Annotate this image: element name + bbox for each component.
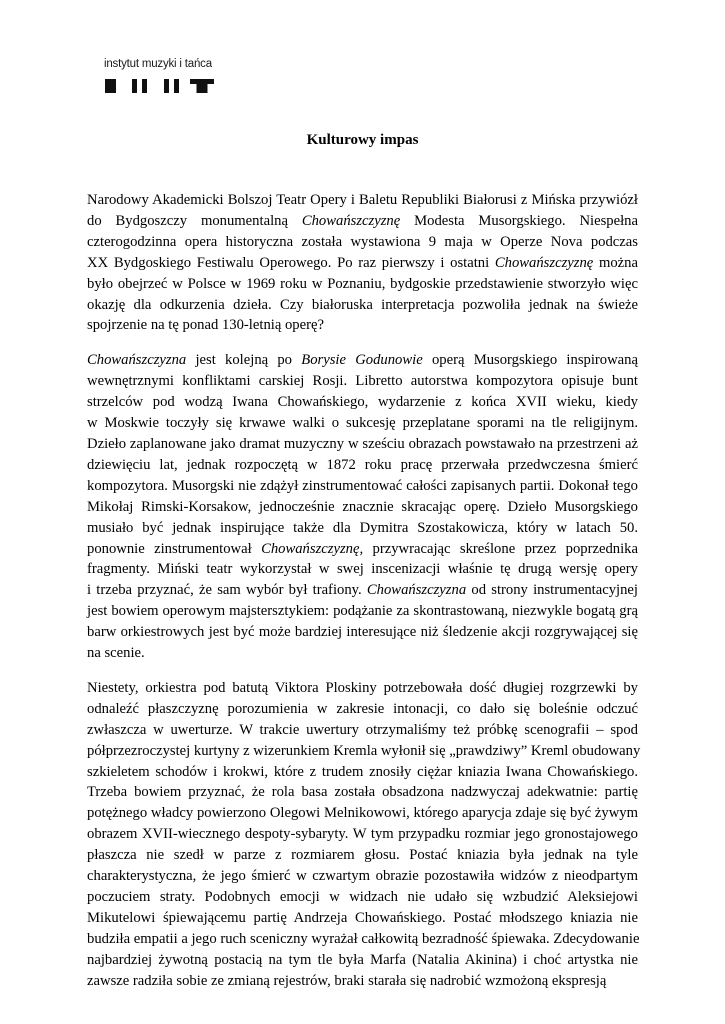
text-line: i trzeba przyznać, że sam wybór był trafiony. Chowańszczyzna od strony instrumentacyjnej (87, 582, 638, 599)
text-line: było obejrzeć w Polsce w 1969 roku w Poznaniu, bydgoskie przedstawienie stworzyło więc (87, 275, 638, 292)
italic-title: Chowańszczyznę (301, 212, 401, 229)
document-body (87, 190, 641, 1006)
text-line: do Bydgoszczy monumentalną Chowańszczyznę Modesta Musorgskiego. Niespełna (87, 212, 638, 229)
italic-title: Chowańszczyznę (494, 254, 594, 271)
text-line: półprzezroczystej kurtyny z wizerunkiem Kremla wyłonił się „prawdziwy” Kreml obudowany (87, 742, 641, 759)
text-line: zawsze radziła sobie ze zmianą rejestrów, braki starała się nadrobić wzmożoną ekspresją (87, 972, 607, 989)
paragraph (87, 190, 638, 336)
text-line: wewnętrznymi konfliktami carskiej Rosji. Libretto autorstwa kompozytora opisuje bunt (87, 373, 638, 390)
text-line: płaszcza nie szedł w parze z rozmiarem głosu. Postać kniazia była jednak na tyle (87, 847, 638, 864)
institute-logo (104, 58, 224, 98)
text-line: charakterystyczna, że jego śmierć w czwartym obrazie pozostawiła widzów z nieodpartym (87, 868, 638, 885)
text-line: XX Bydgoskiego Festiwalu Operowego. Po raz pierwszy i ostatni Chowańszczyznę można (87, 254, 639, 271)
text-line: kompozytora. Musorgski nie zdążył zinstrumentować całości zapisanych partii. Dokonał tego (87, 477, 638, 494)
text-line: Narodowy Akademicki Bolszoj Teatr Opery i Baletu Republiki Białorusi z Mińska przywiózł (87, 192, 638, 208)
text-line: Niestety, orkiestra pod batutą Viktora Ploskiny potrzebowała dość długiej rozgrzewki by (87, 679, 638, 696)
text-line: Chowańszczyzna jest kolejną po Borysie Godunowie operą Musorgskiego inspirowaną (87, 352, 638, 369)
text-line: spojrzenie na tę ponad 130-letnią operę? (87, 317, 324, 334)
text-line: odnaleźć płaszczyznę porozumienia w zakresie intonacji, co dało się boleśnie odczuć (87, 700, 638, 717)
text-line: najbardziej żywotną postacią na tym tle była Marfa (Natalia Akinina) i choć artystka nie (87, 951, 638, 968)
text-line: dziewięciu lat, jednak rozpoczętą w 1872 roku pracę przerwała przedwczesna śmierć (87, 456, 638, 473)
text-line: na scenie. (87, 645, 145, 662)
text-line: poczuciem straty. Podobnych emocji w widzach nie udało się wzbudzić Aleksiejowi (87, 889, 638, 905)
text-line: barw orkiestrowych jest być może bardziej interesujące niż śledzenie akcji rozgrywającej się (87, 624, 638, 641)
text-line: musiało być jednak inspirujące także dla Dymitra Szostakowicza, który w latach 50. (87, 519, 638, 536)
text-line: strzelców pod wodzą Iwana Chowańskiego, wydarzenie z końca XVII wieku, kiedy (87, 394, 638, 411)
logo-mark-icon (104, 79, 216, 93)
paragraph (87, 678, 641, 992)
text-line: potężnego władcy powierzono Olegowi Melnikowowi, którego aparycja zdaje się być żywym (87, 805, 638, 822)
paragraph (87, 350, 638, 664)
logo-text: instytut muzyki i tańca (104, 58, 212, 70)
document-title: Kulturowy impas (306, 132, 419, 148)
italic-title: Borysie Godunowie (301, 352, 423, 369)
text-line: w Moskwie toczyły się krwawe walki o sukcesję przeplatane sporami na tle religijnym. (87, 415, 638, 432)
italic-title: Chowańszczyzna (87, 352, 187, 369)
text-line: Trzeba bowiem przyznać, że rola basa została obsadzona nadzwyczaj adekwatnie: partię (87, 784, 638, 801)
italic-title: Chowańszczyzna (366, 582, 467, 599)
text-line: Mikutelowi śpiewającemu partię Andrzeja Chowańskiego. Postać młodszego kniazia nie (87, 909, 638, 926)
text-line: czterogodzinna opera historyczna została wystawiona 9 maja w Operze Nova podczas (87, 233, 638, 250)
text-line: ponownie zinstrumentował Chowańszczyznę, przywracając skreślone przez poprzednika (87, 540, 638, 557)
text-line: obrazem XVII-wiecznego despoty-sybaryty. W tym przypadku rozmiar jego gronostajowego (87, 826, 638, 843)
text-line: szkieletem schodów i krokwi, które z trudem znosiły ciężar kniazia Iwana Chowańskiego. (87, 763, 638, 780)
text-line: zwłaszcza w uwerturze. W trakcie uwertury otrzymaliśmy też próbkę scenografii – spod (87, 721, 638, 738)
text-line: jest bowiem operowym majstersztykiem: podążanie za skontrastowaną, niezwykle bogatą grą (87, 603, 638, 620)
text-line: okazję dla odkurzenia dzieła. Czy białoruska interpretacja pozwoliła jednak na świeże (87, 296, 638, 313)
text-line: Mikołaj Rimski-Korsakow, jednocześnie znacznie skracając operę. Dzieło Musorgskiego (87, 498, 638, 515)
text-line: Dzieło zaplanowane jako dramat muzyczny w sześciu obrazach powstawało na przestrzeni aż (87, 435, 638, 452)
text-line: budziła empatii a jego ruch sceniczny wyrażał całkowitą bezradność śpiewaka. Zdecydowanie (87, 930, 640, 947)
italic-title: Chowańszczyznę, (261, 540, 364, 557)
text-line: fragmenty. Miński teatr wykorzystał w swej inscenizacji właśnie tę drugą wersję opery (87, 561, 638, 578)
